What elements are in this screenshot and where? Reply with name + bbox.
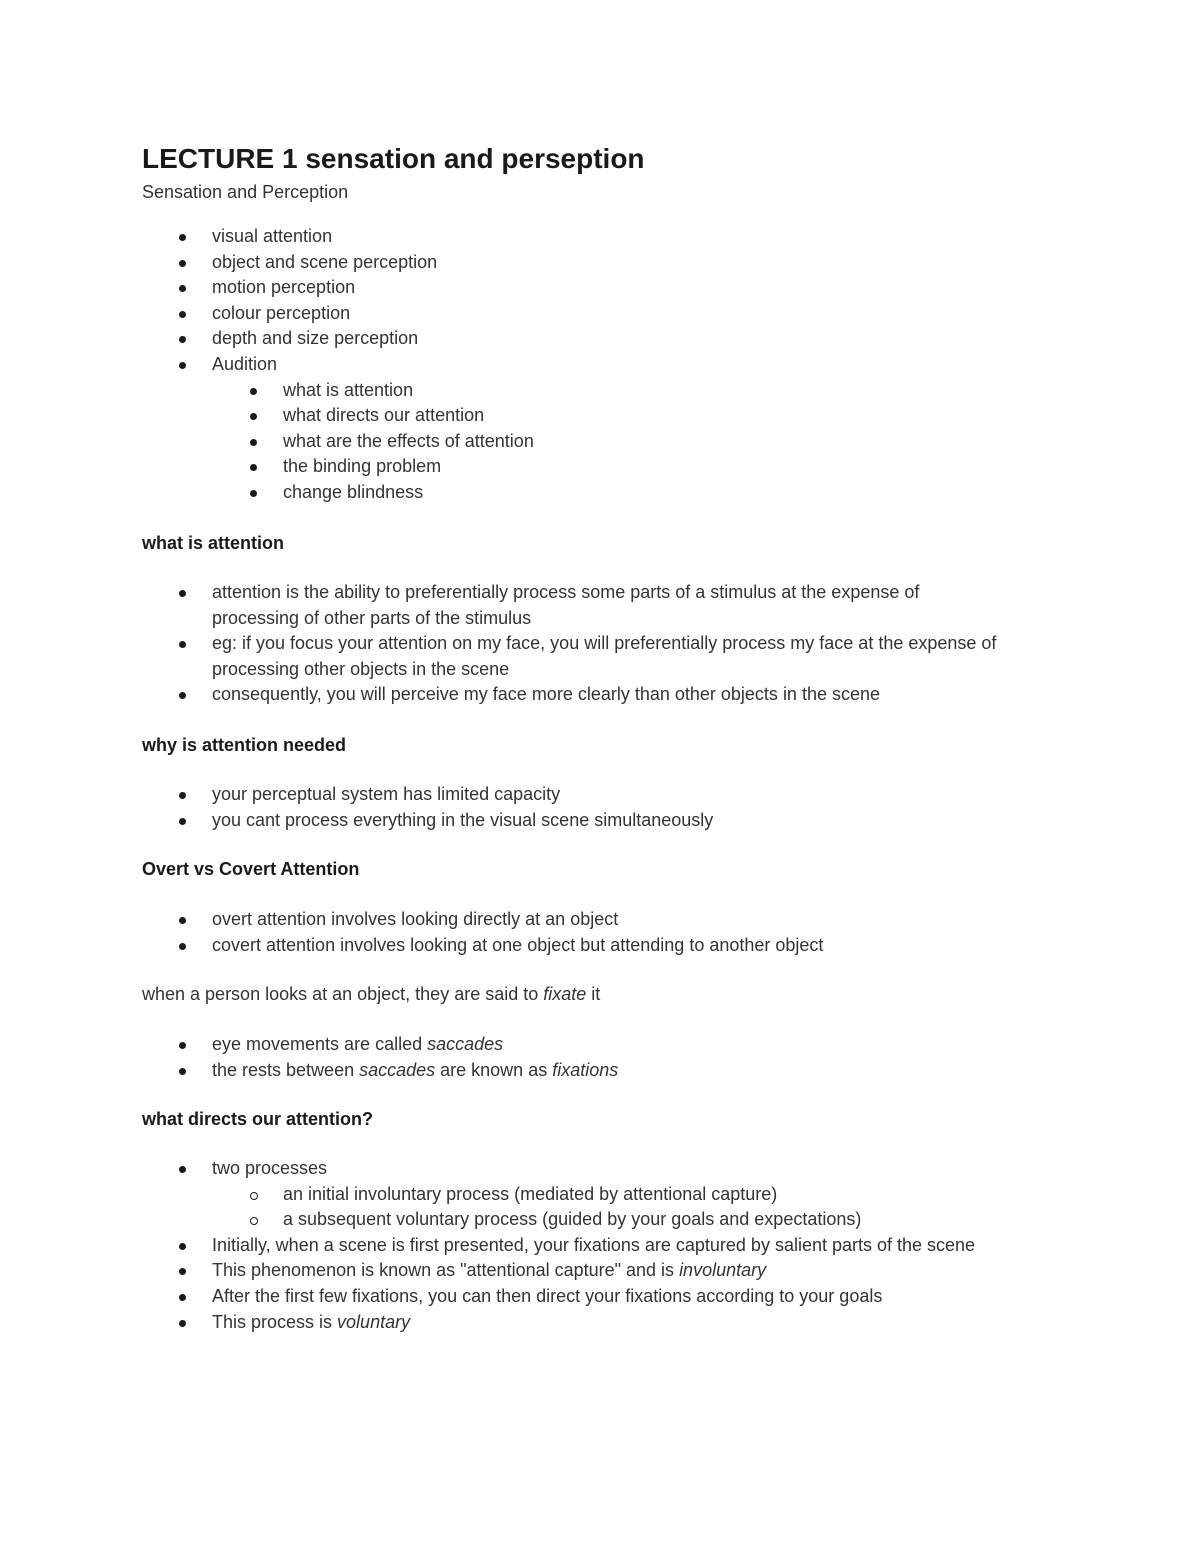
bullet-icon	[179, 792, 186, 799]
bullet-icon	[179, 362, 186, 369]
saccades-list	[142, 1032, 1062, 1083]
list-item: two processes	[142, 1156, 1062, 1182]
what-is-attention-list	[142, 580, 1062, 708]
list-item: your perceptual system has limited capacity	[142, 782, 1062, 808]
bullet-icon	[179, 260, 186, 267]
bullet-icon	[179, 311, 186, 318]
list-item: Initially, when a scene is first presented, your fixations are captured by salient parts of the scene	[142, 1233, 1062, 1259]
list-item: attention is the ability to preferentially process some parts of a stimulus at the expense of processing of other parts of the stimulus	[142, 580, 1062, 631]
list-item: visual attention	[142, 224, 1062, 250]
list-item: eg: if you focus your attention on my face, you will preferentially process my face at the expense of processing other objects in the scene	[142, 631, 1062, 682]
page-title: LECTURE 1 sensation and perseption	[142, 143, 645, 174]
list-item: a subsequent voluntary process (guided by your goals and expectations)	[142, 1207, 1062, 1233]
why-needed-list	[142, 782, 1062, 833]
list-item: motion perception	[142, 275, 1062, 301]
list-item: After the first few fixations, you can then direct your fixations according to your goals	[142, 1284, 1062, 1310]
list-item: overt attention involves looking directly at an object	[142, 907, 1062, 933]
page-subtitle: Sensation and Perception	[142, 182, 349, 202]
list-item: what are the effects of attention	[142, 429, 1062, 455]
bullet-icon	[250, 490, 257, 497]
section-heading-directs-attention: what directs our attention?	[142, 1109, 374, 1129]
bullet-icon	[179, 692, 186, 699]
bullet-icon	[179, 234, 186, 241]
bullet-icon	[179, 1166, 186, 1173]
list-item: consequently, you will perceive my face more clearly than other objects in the scene	[142, 682, 1062, 708]
bullet-icon	[179, 1243, 186, 1250]
list-item: change blindness	[142, 480, 1062, 506]
list-item: the rests between saccades are known as fixations	[142, 1058, 1062, 1084]
section-heading-overt-covert: Overt vs Covert Attention	[142, 859, 360, 879]
list-item: what directs our attention	[142, 403, 1062, 429]
bullet-icon	[250, 413, 257, 420]
topics-list	[142, 224, 1062, 506]
list-item: eye movements are called saccades	[142, 1032, 1062, 1058]
bullet-icon	[250, 388, 257, 395]
bullet-icon	[179, 1042, 186, 1049]
directs-attention-list	[142, 1156, 1062, 1335]
list-item: colour perception	[142, 301, 1062, 327]
list-item: This process is voluntary	[142, 1310, 1062, 1336]
list-item: covert attention involves looking at one object but attending to another object	[142, 933, 1062, 959]
list-item: This phenomenon is known as "attentional capture" and is involuntary	[142, 1258, 1062, 1284]
hollow-bullet-icon	[250, 1217, 258, 1225]
bullet-icon	[179, 641, 186, 648]
list-item: Audition	[142, 352, 1062, 378]
list-item: you cant process everything in the visual scene simultaneously	[142, 808, 1062, 834]
section-heading-what-is-attention: what is attention	[142, 533, 285, 553]
bullet-icon	[179, 1320, 186, 1327]
list-item: depth and size perception	[142, 326, 1062, 352]
bullet-icon	[250, 439, 257, 446]
bullet-icon	[179, 818, 186, 825]
hollow-bullet-icon	[250, 1192, 258, 1200]
bullet-icon	[250, 464, 257, 471]
bullet-icon	[179, 590, 186, 597]
bullet-icon	[179, 1294, 186, 1301]
overt-covert-list	[142, 907, 1062, 958]
list-item: what is attention	[142, 378, 1062, 404]
bullet-icon	[179, 285, 186, 292]
bullet-icon	[179, 1068, 186, 1075]
section-heading-why-needed: why is attention needed	[142, 735, 347, 755]
list-item: the binding problem	[142, 454, 1062, 480]
fixate-paragraph: when a person looks at an object, they are said to fixate it	[142, 984, 601, 1004]
list-item: an initial involuntary process (mediated by attentional capture)	[142, 1182, 1062, 1208]
bullet-icon	[179, 1268, 186, 1275]
bullet-icon	[179, 943, 186, 950]
bullet-icon	[179, 336, 186, 343]
list-item: object and scene perception	[142, 250, 1062, 276]
bullet-icon	[179, 917, 186, 924]
